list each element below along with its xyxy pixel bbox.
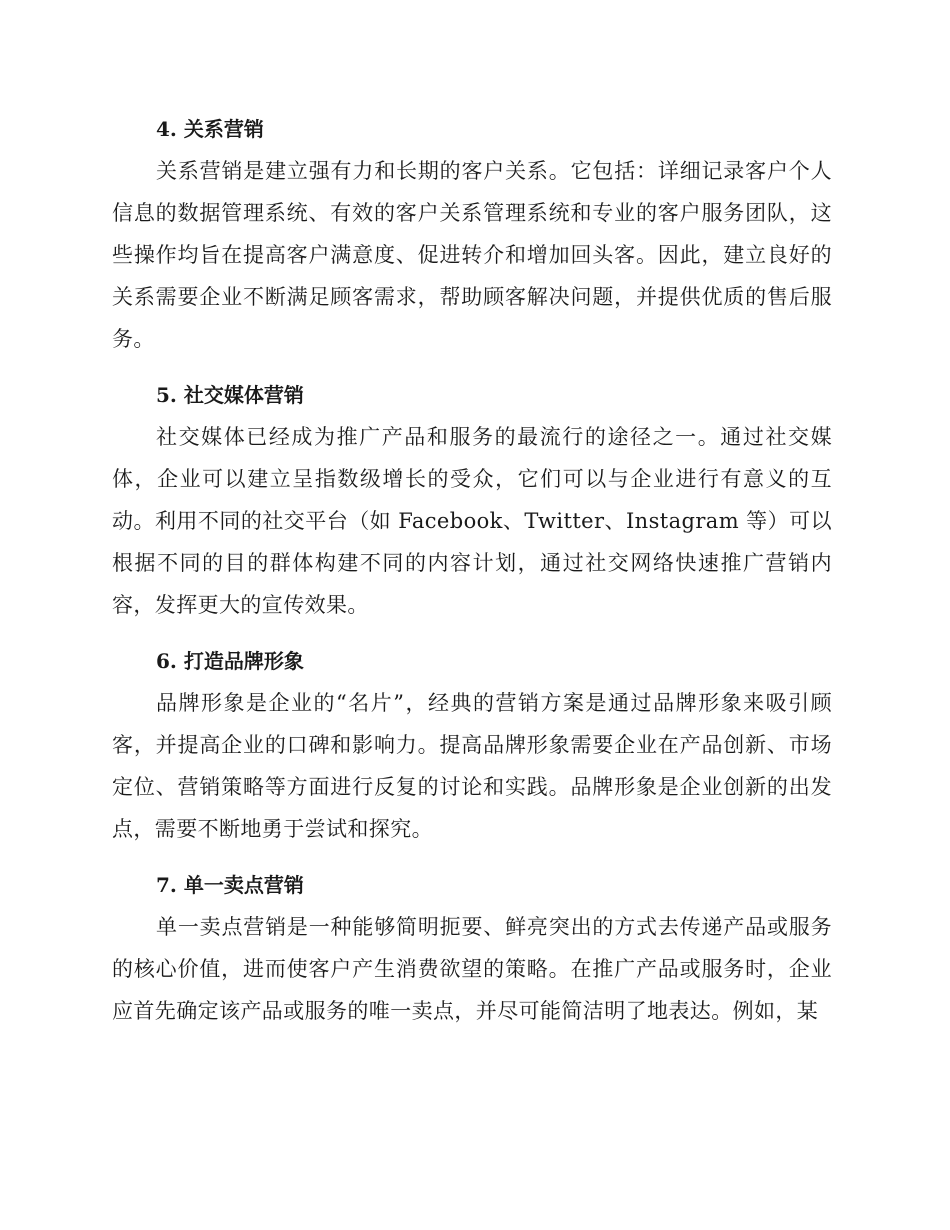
section-relationship-marketing	[112, 108, 832, 360]
section-paragraph: 社交媒体已经成为推广产品和服务的最流行的途径之一。通过社交媒体，企业可以建立呈指数级增长的受众，它们可以与企业进行有意义的互动。利用不同的社交平台（如 Facebook、Twitter、Instagram 等）可以根据不同的目的群体构建不同的内容计划，通过社交网络快速推广营销内容，发挥更大的宣传效果。	[112, 425, 832, 617]
section-paragraph: 单一卖点营销是一种能够简明扼要、鲜亮突出的方式去传递产品或服务的核心价值，进而使客户产生消费欲望的策略。在推广产品或服务时，企业应首先确定该产品或服务的唯一卖点，并尽可能简洁明了地表达。例如，某	[112, 915, 832, 1023]
section-brand-image	[112, 640, 832, 850]
document-page	[112, 108, 832, 1046]
section-heading: 6. 打造品牌形象	[156, 649, 304, 673]
section-heading: 7. 单一卖点营销	[156, 873, 304, 897]
section-single-selling-point	[112, 864, 832, 1032]
section-social-media-marketing	[112, 374, 832, 626]
section-heading: 4. 关系营销	[156, 117, 264, 141]
section-paragraph: 品牌形象是企业的“名片”，经典的营销方案是通过品牌形象来吸引顾客，并提高企业的口碑和影响力。提高品牌形象需要企业在产品创新、市场定位、营销策略等方面进行反复的讨论和实践。品牌形象是企业创新的出发点，需要不断地勇于尝试和探究。	[112, 691, 832, 841]
section-paragraph: 关系营销是建立强有力和长期的客户关系。它包括：详细记录客户个人信息的数据管理系统、有效的客户关系管理系统和专业的客户服务团队，这些操作均旨在提高客户满意度、促进转介和增加回头客。因此，建立良好的关系需要企业不断满足顾客需求，帮助顾客解决问题，并提供优质的售后服务。	[112, 159, 832, 351]
section-heading: 5. 社交媒体营销	[156, 383, 304, 407]
